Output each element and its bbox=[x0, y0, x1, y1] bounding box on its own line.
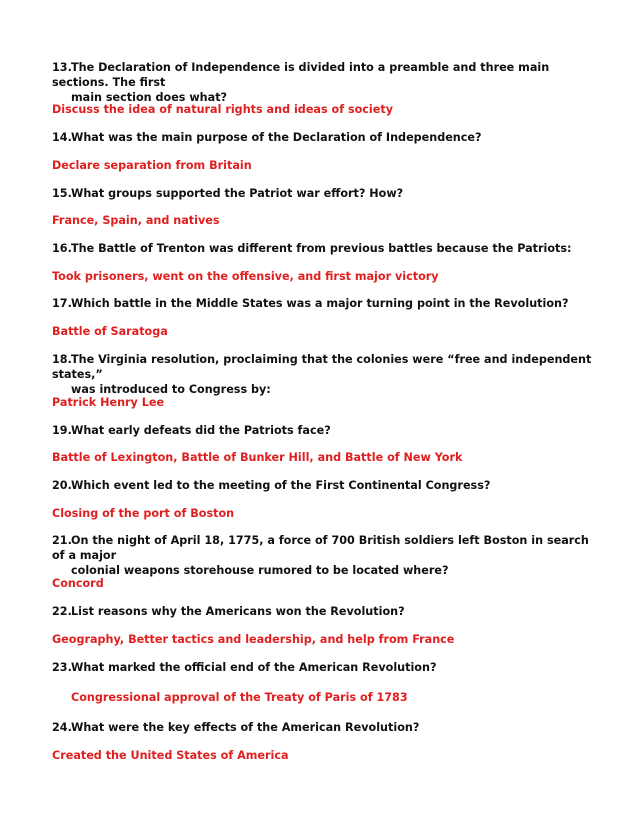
question-number: 23. bbox=[52, 661, 72, 674]
answer-20: Closing of the port of Boston bbox=[52, 507, 235, 520]
question-text: What was the main purpose of the Declaration of Independence? bbox=[71, 131, 482, 144]
answer-14: Declare separation from Britain bbox=[52, 159, 252, 172]
question-text: The Virginia resolution, proclaiming that the colonies were “free and independent states,” bbox=[52, 353, 592, 381]
question-text-continued: colonial weapons storehouse rumored to be located where? bbox=[71, 564, 449, 577]
question-number: 24. bbox=[52, 721, 72, 734]
question-18 bbox=[52, 352, 597, 397]
question-23 bbox=[52, 660, 597, 675]
answer-15: France, Spain, and natives bbox=[52, 214, 220, 227]
question-text: Which event led to the meeting of the First Continental Congress? bbox=[71, 479, 491, 492]
question-text: What early defeats did the Patriots face? bbox=[71, 424, 331, 437]
question-text: What groups supported the Patriot war effort? How? bbox=[71, 187, 404, 200]
answer-24: Created the United States of America bbox=[52, 749, 289, 762]
question-text: What were the key effects of the American Revolution? bbox=[71, 721, 420, 734]
question-number: 18. bbox=[52, 353, 72, 366]
question-text-continued: main section does what? bbox=[71, 91, 228, 104]
question-14 bbox=[52, 130, 597, 145]
question-17 bbox=[52, 296, 597, 311]
answer-22: Geography, Better tactics and leadership, and help from France bbox=[52, 633, 455, 646]
answer-23: Congressional approval of the Treaty of Paris of 1783 bbox=[71, 691, 408, 704]
question-text: List reasons why the Americans won the Revolution? bbox=[71, 605, 405, 618]
question-number: 14. bbox=[52, 131, 72, 144]
question-21 bbox=[52, 533, 597, 578]
question-number: 20. bbox=[52, 479, 72, 492]
question-text: The Declaration of Independence is divided into a preamble and three main sections. The first bbox=[52, 61, 550, 89]
answer-17: Battle of Saratoga bbox=[52, 325, 168, 338]
question-text: What marked the official end of the American Revolution? bbox=[71, 661, 437, 674]
question-24 bbox=[52, 720, 597, 735]
question-text: Which battle in the Middle States was a major turning point in the Revolution? bbox=[71, 297, 569, 310]
question-number: 19. bbox=[52, 424, 72, 437]
question-19 bbox=[52, 423, 597, 438]
question-text: The Battle of Trenton was different from previous battles because the Patriots: bbox=[71, 242, 572, 255]
question-number: 13. bbox=[52, 61, 72, 74]
answer-19: Battle of Lexington, Battle of Bunker Hill, and Battle of New York bbox=[52, 451, 463, 464]
question-number: 21. bbox=[52, 534, 72, 547]
answer-21: Concord bbox=[52, 577, 104, 590]
question-number: 22. bbox=[52, 605, 72, 618]
question-20 bbox=[52, 478, 597, 493]
question-text: On the night of April 18, 1775, a force of 700 British soldiers left Boston in search of a major bbox=[52, 534, 589, 562]
question-22 bbox=[52, 604, 597, 619]
question-text-continued: was introduced to Congress by: bbox=[71, 383, 271, 396]
question-number: 16. bbox=[52, 242, 72, 255]
question-number: 17. bbox=[52, 297, 72, 310]
question-13 bbox=[52, 60, 597, 105]
question-15 bbox=[52, 186, 597, 201]
answer-16: Took prisoners, went on the offensive, and first major victory bbox=[52, 270, 439, 283]
answer-18: Patrick Henry Lee bbox=[52, 396, 165, 409]
question-number: 15. bbox=[52, 187, 72, 200]
question-16 bbox=[52, 241, 597, 256]
answer-13: Discuss the idea of natural rights and ideas of society bbox=[52, 103, 393, 116]
